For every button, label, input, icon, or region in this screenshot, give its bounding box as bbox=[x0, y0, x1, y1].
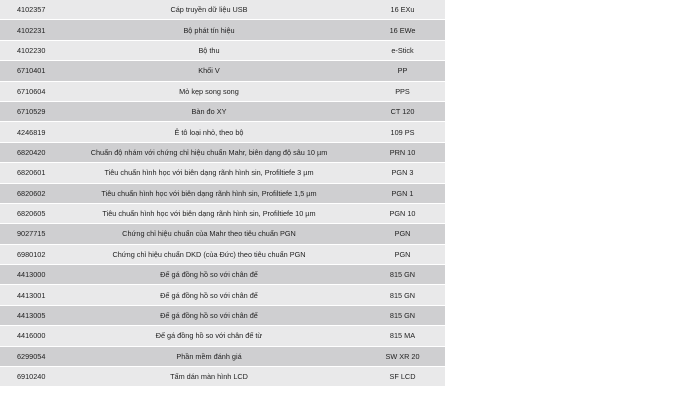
type-code: PGN 3 bbox=[391, 168, 414, 178]
article-number: 6820420 bbox=[17, 147, 46, 157]
type-code: 815 GN bbox=[389, 311, 416, 321]
description: Ê tô loại nhỏ, theo bộ bbox=[174, 127, 244, 137]
table-row bbox=[0, 122, 445, 142]
description: Chứng chỉ hiệu chuẩn DKD (của Đức) theo tiêu chuẩn PGN bbox=[112, 249, 306, 259]
description: Đế gá đồng hồ so với chân đế bbox=[160, 311, 258, 321]
type-code: SF LCD bbox=[389, 372, 416, 382]
description: Chứng chỉ hiệu chuẩn của Mahr theo tiêu chuẩn PGN bbox=[122, 229, 296, 239]
article-number: 4246819 bbox=[17, 127, 46, 137]
description: Bộ thu bbox=[198, 45, 220, 55]
article-number: 6820602 bbox=[17, 188, 46, 198]
description: Tiêu chuẩn hình học với biên dạng rãnh hình sin, Profiltiefe 10 µm bbox=[102, 209, 316, 219]
description: Đế gá đồng hồ so với chân đế bbox=[160, 270, 258, 280]
table-row bbox=[0, 102, 445, 122]
article-number: 4413001 bbox=[17, 290, 46, 300]
table-row bbox=[0, 224, 445, 244]
table-row bbox=[0, 306, 445, 326]
article-number: 6820601 bbox=[17, 168, 46, 178]
article-number: 6299054 bbox=[17, 351, 46, 361]
table-row bbox=[0, 82, 445, 102]
article-number: 4102357 bbox=[17, 5, 46, 15]
type-code: PGN 10 bbox=[389, 209, 416, 219]
type-code: PGN bbox=[394, 229, 411, 239]
article-number: 4102231 bbox=[17, 25, 46, 35]
table-row bbox=[0, 347, 445, 367]
description: Đế gá đồng hồ so với chân đế bbox=[160, 290, 258, 300]
article-number: 4413000 bbox=[17, 270, 46, 280]
type-code: 16 EWe bbox=[389, 25, 416, 35]
type-code: e-Stick bbox=[391, 45, 414, 55]
type-code: PGN bbox=[394, 249, 411, 259]
article-number: 4413005 bbox=[17, 311, 46, 321]
table-row bbox=[0, 184, 445, 204]
type-code: 815 GN bbox=[389, 270, 416, 280]
type-code: PPS bbox=[395, 86, 410, 96]
description: Tiêu chuẩn hình học với biên dạng rãnh hình sin, Profiltiefe 3 µm bbox=[104, 168, 314, 178]
table-row bbox=[0, 0, 445, 20]
type-code: PGN 1 bbox=[391, 188, 414, 198]
description: Phần mềm đánh giá bbox=[176, 351, 242, 361]
type-code: SW XR 20 bbox=[385, 351, 420, 361]
type-code: 16 EXu bbox=[390, 5, 415, 15]
article-number: 4416000 bbox=[17, 331, 46, 341]
description: Bàn đo XY bbox=[191, 107, 227, 117]
type-code: CT 120 bbox=[390, 107, 415, 117]
table-row bbox=[0, 204, 445, 224]
description: Tiêu chuẩn hình học với biên dạng rãnh hình sin, Profiltiefe 1,5 µm bbox=[101, 188, 317, 198]
type-code: 815 GN bbox=[389, 290, 416, 300]
description: Tấm dán màn hình LCD bbox=[170, 372, 248, 382]
article-number: 9027715 bbox=[17, 229, 46, 239]
type-code: PP bbox=[397, 66, 408, 76]
article-number: 6710529 bbox=[17, 107, 46, 117]
article-number: 6980102 bbox=[17, 249, 46, 259]
table-row bbox=[0, 245, 445, 265]
type-code: 815 MA bbox=[389, 331, 416, 341]
article-number: 6820605 bbox=[17, 209, 46, 219]
type-code: PRN 10 bbox=[389, 147, 416, 157]
table-row bbox=[0, 20, 445, 40]
table-row bbox=[0, 143, 445, 163]
table-row bbox=[0, 285, 445, 305]
table-row bbox=[0, 326, 445, 346]
table-row bbox=[0, 61, 445, 81]
table-row bbox=[0, 367, 445, 387]
description: Đế gá đồng hồ so với chân đế từ bbox=[155, 331, 263, 341]
article-number: 6710604 bbox=[17, 86, 46, 96]
table-row bbox=[0, 41, 445, 61]
article-number: 6910240 bbox=[17, 372, 46, 382]
description: Chuẩn độ nhám với chứng chỉ hiệu chuẩn Mahr, biên dạng độ sâu 10 µm bbox=[90, 147, 328, 157]
description: Mỏ kẹp song song bbox=[179, 86, 239, 96]
article-number: 4102230 bbox=[17, 45, 46, 55]
type-code: 109 PS bbox=[390, 127, 415, 137]
description: Cáp truyền dữ liệu USB bbox=[170, 5, 248, 15]
table-row bbox=[0, 163, 445, 183]
article-number: 6710401 bbox=[17, 66, 46, 76]
description: Bộ phát tín hiệu bbox=[183, 25, 235, 35]
description: Khối V bbox=[198, 66, 220, 76]
table-row bbox=[0, 265, 445, 285]
